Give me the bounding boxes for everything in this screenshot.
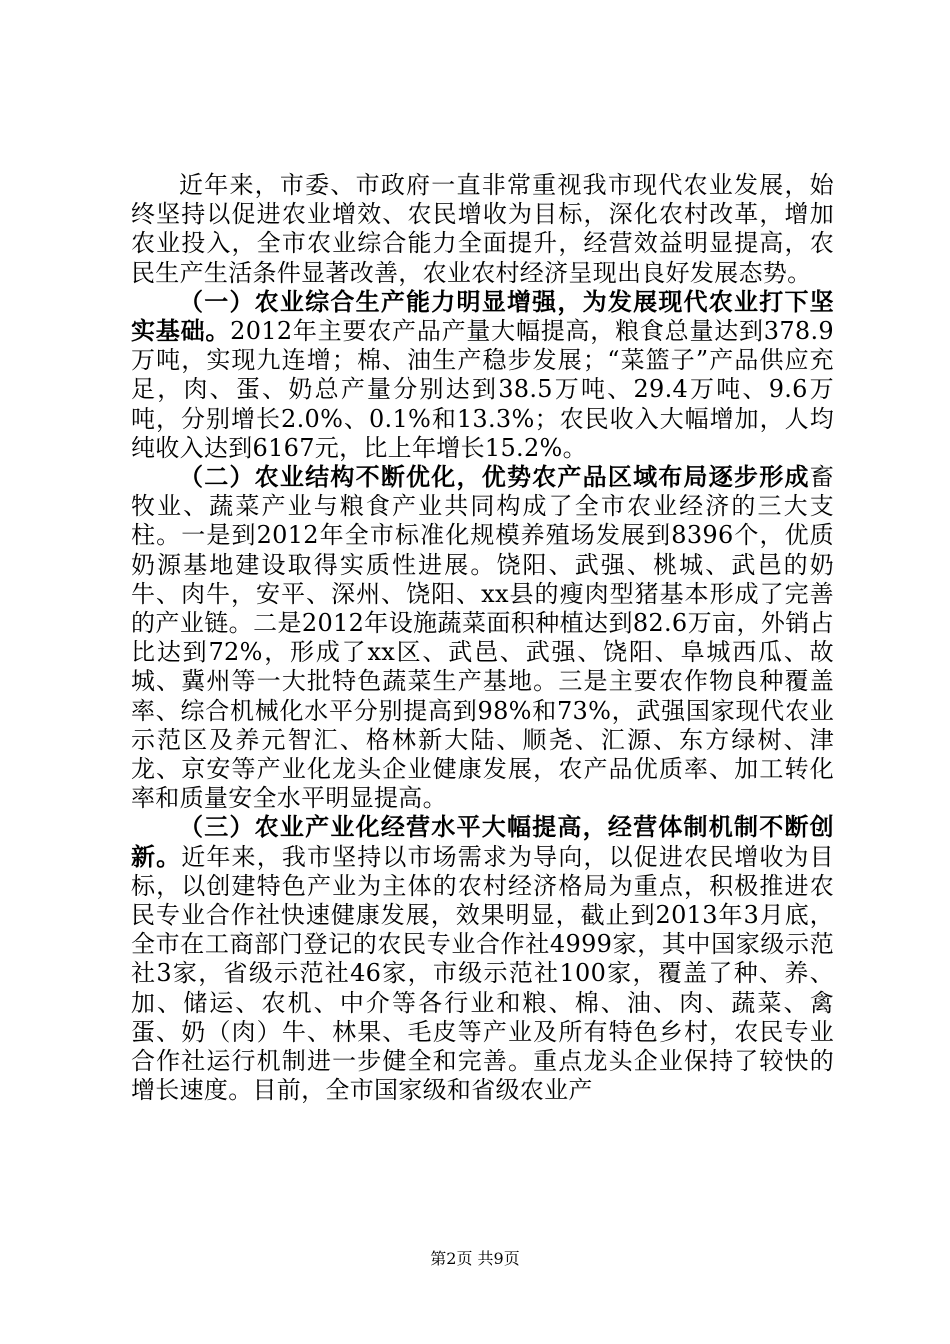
section-heading-3: （三）农业产业化经营水平大幅提高，经营体制机制不断创新。 <box>131 813 834 871</box>
paragraph-text: 近年来，我市坚持以市场需求为导向，以促进农民增收为目标，以创建特色产业为主体的农村经济格局为重点，积极推进农民专业合作社快速健康发展，效果明显，截止到2013年3月底，全市在工商部门登记的农民专业合作社4999家，其中国家级示范社3家，省级示范社46家，市级示范社100家，覆盖了种、养、加、储运、农机、中介等各行业和粮、棉、油、肉、蔬菜、禽蛋、奶（肉）牛、林果、毛皮等产业及所有特色乡村，农民专业合作社运行机制进一步健全和完善。重点龙头企业保持了较快的增长速度。目前，全市国家级和省级农业产 <box>131 842 834 1105</box>
section-heading-2: （二）农业结构不断优化，优势农产品区域布局逐步形成 <box>179 463 810 492</box>
paragraph-intro <box>131 171 834 288</box>
section-heading-1: （一）农业综合生产能力明显增强，为发展现代农业打下坚实基础。 <box>131 287 834 346</box>
page-number-footer: 第2页 共9页 <box>430 1249 520 1268</box>
paragraph-section-3 <box>131 813 834 1105</box>
document-body <box>131 171 834 1106</box>
paragraph-section-1 <box>131 288 834 463</box>
paragraph-text: 近年来，市委、市政府一直非常重视我市现代农业发展，始终坚持以促进农业增效、农民增收为目标，深化农村改革，增加农业投入，全市农业综合能力全面提升，经营效益明显提高，农民生产生活条件显著改善，农业农村经济呈现出良好发展态势。 <box>131 171 834 287</box>
paragraph-section-2 <box>131 463 834 813</box>
paragraph-text: 畜牧业、蔬菜产业与粮食产业共同构成了全市农业经济的三大支柱。一是到2012年全市标准化规模养殖场发展到8396个，优质奶源基地建设取得实质性进展。饶阳、武强、桃城、武邑的奶牛、肉牛，安平、深州、饶阳、xx县的瘦肉型猪基本形成了完善的产业链。二是2012年设施蔬菜面积种植达到82.6万亩，外销占比达到72%，形成了xx区、武邑、武强、饶阳、阜城西瓜、故城、冀州等一大批特色蔬菜生产基地。三是主要农作物良种覆盖率、综合机械化水平分别提高到98%和73%，武强国家现代农业示范区及养元智汇、格林新大陆、顺尧、汇源、东方绿树、津龙、京安等产业化龙头企业健康发展，农产品优质率、加工转化率和质量安全水平明显提高。 <box>131 463 834 813</box>
paragraph-text: 2012年主要农产品产量大幅提高，粮食总量达到378.9万吨，实现九连增；棉、油生产稳步发展；“菜篮子”产品供应充足，肉、蛋、奶总产量分别达到38.5万吨、29.4万吨、9.6万吨，分别增长2.0%、0.1%和13.3%；农民收入大幅增加，人均纯收入达到6167元，比上年增长15.2%。 <box>131 317 834 462</box>
